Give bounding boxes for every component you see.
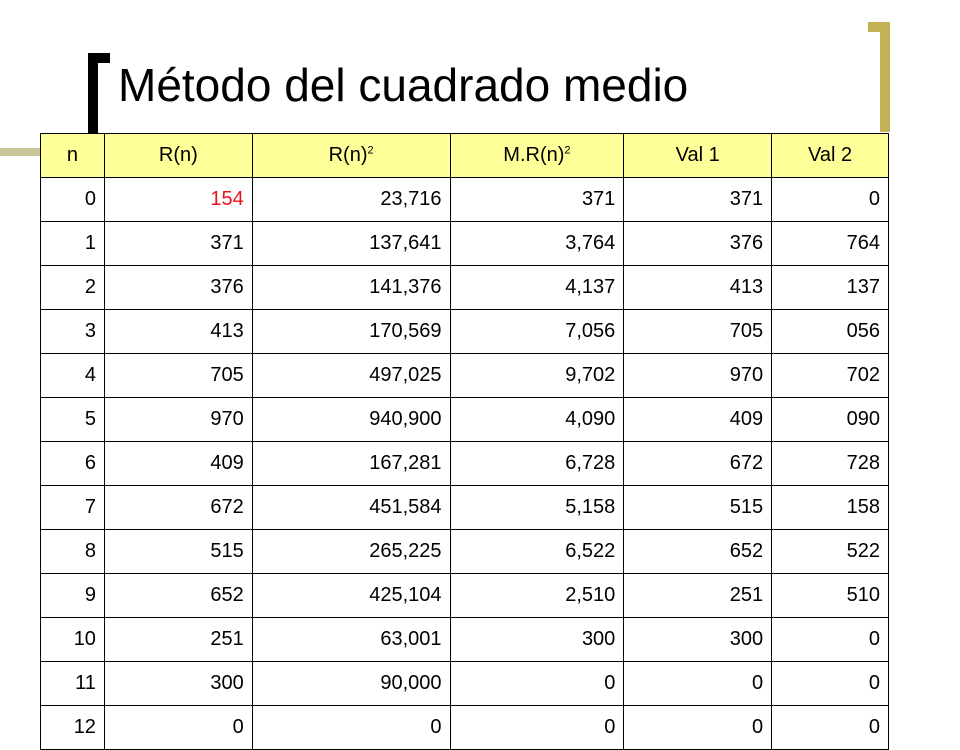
- val2-cell: 702: [772, 354, 889, 398]
- table-row: [41, 706, 889, 750]
- val2-cell: 056: [772, 310, 889, 354]
- r-cell: 970: [104, 398, 252, 442]
- r-cell: 251: [104, 618, 252, 662]
- table-row: [41, 398, 889, 442]
- n-cell: 9: [41, 574, 105, 618]
- val1-cell: 371: [624, 178, 772, 222]
- r-squared-cell: 141,376: [252, 266, 450, 310]
- r-cell: 300: [104, 662, 252, 706]
- table-row: [41, 618, 889, 662]
- middle-digits-cell: 0: [450, 662, 624, 706]
- n-cell: 3: [41, 310, 105, 354]
- header-n: [41, 134, 105, 178]
- val2-cell: 0: [772, 618, 889, 662]
- middle-digits-cell: 0: [450, 706, 624, 750]
- header-text: Val 2: [808, 144, 853, 166]
- r-squared-cell: 63,001: [252, 618, 450, 662]
- slide-title: Método del cuadrado medio: [118, 59, 689, 111]
- r-squared-cell: 451,584: [252, 486, 450, 530]
- val1-cell: 672: [624, 442, 772, 486]
- r-cell: 652: [104, 574, 252, 618]
- header-text: Val 1: [675, 144, 720, 166]
- val2-cell: 137: [772, 266, 889, 310]
- header-r-squared: [252, 134, 450, 178]
- r-cell: 515: [104, 530, 252, 574]
- middle-digits-cell: 300: [450, 618, 624, 662]
- val1-cell: 300: [624, 618, 772, 662]
- n-cell: 2: [41, 266, 105, 310]
- seed-value-cell: 154: [104, 178, 252, 222]
- val2-cell: 510: [772, 574, 889, 618]
- val2-cell: 090: [772, 398, 889, 442]
- val1-cell: 515: [624, 486, 772, 530]
- val2-cell: 0: [772, 662, 889, 706]
- middle-digits-cell: 7,056: [450, 310, 624, 354]
- middle-square-table: [40, 133, 889, 750]
- table-row: [41, 178, 889, 222]
- val1-cell: 652: [624, 530, 772, 574]
- n-cell: 7: [41, 486, 105, 530]
- table-row: [41, 310, 889, 354]
- r-squared-cell: 497,025: [252, 354, 450, 398]
- r-squared-cell: 90,000: [252, 662, 450, 706]
- r-cell: 705: [104, 354, 252, 398]
- n-cell: 11: [41, 662, 105, 706]
- table-row: [41, 222, 889, 266]
- table-row: [41, 442, 889, 486]
- table-row: [41, 354, 889, 398]
- middle-digits-cell: 6,728: [450, 442, 624, 486]
- val1-cell: 970: [624, 354, 772, 398]
- left-bracket-decoration: [88, 53, 98, 133]
- middle-digits-cell: 9,702: [450, 354, 624, 398]
- header-middle-r-squared: [450, 134, 624, 178]
- middle-digits-cell: 4,090: [450, 398, 624, 442]
- middle-digits-cell: 3,764: [450, 222, 624, 266]
- val1-cell: 251: [624, 574, 772, 618]
- val1-cell: 705: [624, 310, 772, 354]
- r-squared-cell: 425,104: [252, 574, 450, 618]
- val2-cell: 0: [772, 178, 889, 222]
- header-r: [104, 134, 252, 178]
- header-superscript: 2: [367, 144, 374, 157]
- val2-cell: 522: [772, 530, 889, 574]
- val2-cell: 158: [772, 486, 889, 530]
- middle-digits-cell: 6,522: [450, 530, 624, 574]
- r-squared-cell: 0: [252, 706, 450, 750]
- accent-line-decoration: [0, 148, 40, 156]
- n-cell: 4: [41, 354, 105, 398]
- r-cell: 371: [104, 222, 252, 266]
- n-cell: 1: [41, 222, 105, 266]
- val2-cell: 728: [772, 442, 889, 486]
- r-squared-cell: 137,641: [252, 222, 450, 266]
- val1-cell: 376: [624, 222, 772, 266]
- r-cell: 413: [104, 310, 252, 354]
- middle-digits-cell: 4,137: [450, 266, 624, 310]
- n-cell: 5: [41, 398, 105, 442]
- table-row: [41, 662, 889, 706]
- middle-digits-cell: 371: [450, 178, 624, 222]
- val1-cell: 409: [624, 398, 772, 442]
- r-cell: 0: [104, 706, 252, 750]
- n-cell: 8: [41, 530, 105, 574]
- header-text: n: [66, 144, 79, 166]
- r-squared-cell: 23,716: [252, 178, 450, 222]
- header-text: R(n): [158, 144, 198, 166]
- r-cell: 376: [104, 266, 252, 310]
- table-row: [41, 574, 889, 618]
- n-cell: 0: [41, 178, 105, 222]
- n-cell: 10: [41, 618, 105, 662]
- val2-cell: 0: [772, 706, 889, 750]
- left-bracket-top-decoration: [88, 53, 110, 63]
- r-squared-cell: 265,225: [252, 530, 450, 574]
- table-row: [41, 530, 889, 574]
- table-row: [41, 486, 889, 530]
- val1-cell: 413: [624, 266, 772, 310]
- n-cell: 12: [41, 706, 105, 750]
- r-squared-cell: 940,900: [252, 398, 450, 442]
- right-bracket-top-decoration: [868, 22, 890, 32]
- r-squared-cell: 170,569: [252, 310, 450, 354]
- header-val2: [772, 134, 889, 178]
- val2-cell: 764: [772, 222, 889, 266]
- header-text: R(n): [328, 144, 368, 166]
- val1-cell: 0: [624, 706, 772, 750]
- r-cell: 409: [104, 442, 252, 486]
- middle-digits-cell: 5,158: [450, 486, 624, 530]
- header-val1: [624, 134, 772, 178]
- table-header-row: [41, 134, 889, 178]
- header-text: M.R(n): [503, 144, 565, 166]
- table-body: [41, 178, 889, 750]
- right-bracket-decoration: [880, 22, 890, 132]
- table-row: [41, 266, 889, 310]
- val1-cell: 0: [624, 662, 772, 706]
- n-cell: 6: [41, 442, 105, 486]
- header-superscript: 2: [564, 144, 571, 157]
- r-cell: 672: [104, 486, 252, 530]
- r-squared-cell: 167,281: [252, 442, 450, 486]
- middle-digits-cell: 2,510: [450, 574, 624, 618]
